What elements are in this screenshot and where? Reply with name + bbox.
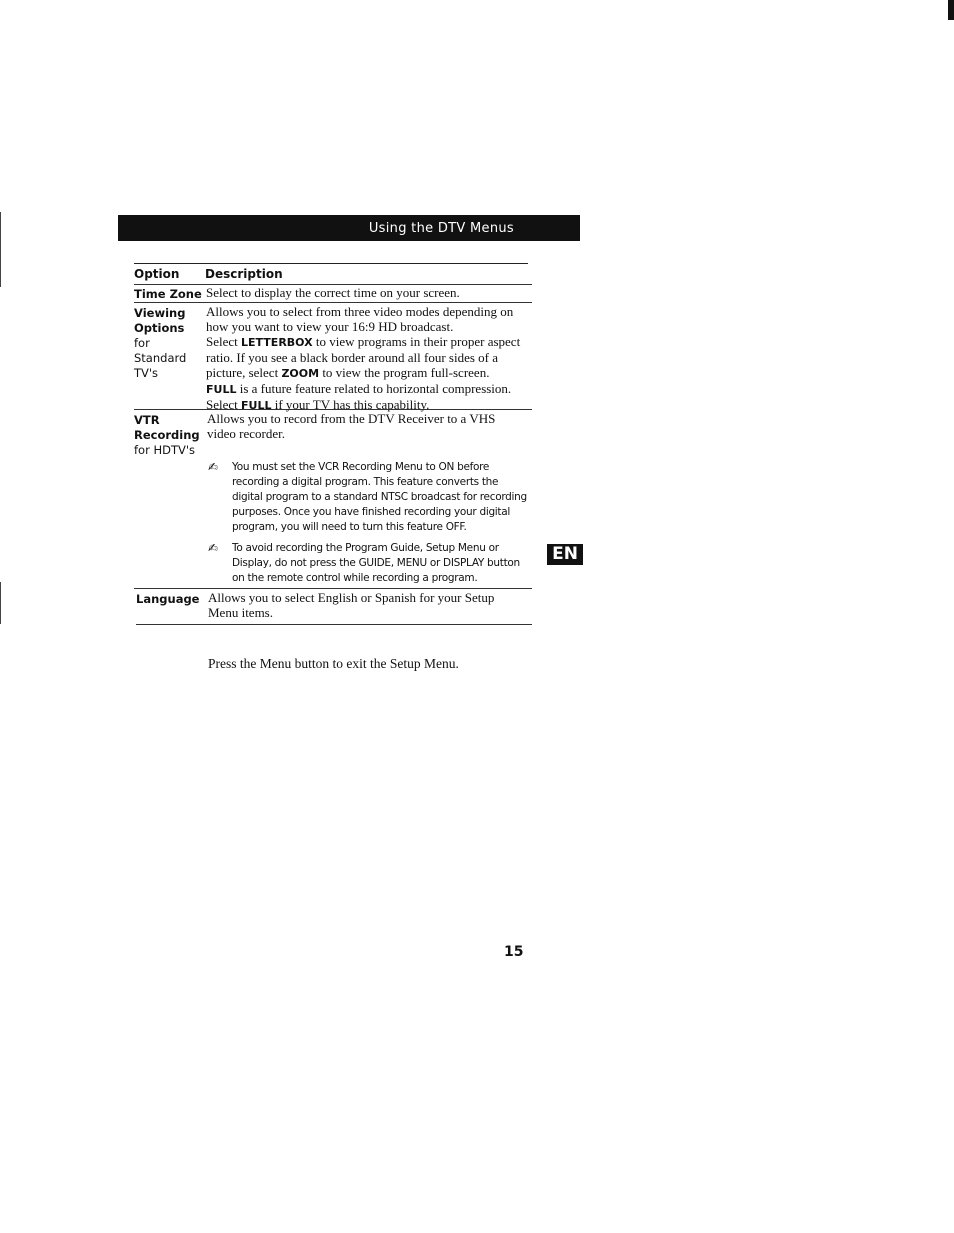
option-label: Time Zone	[134, 287, 202, 301]
option-label: Viewing Options	[134, 306, 186, 335]
left-edge-line	[0, 212, 1, 287]
description-vtr-recording: Allows you to record from the DTV Receiver to a VHS video recorder.	[207, 411, 496, 441]
pencil-note-icon: ✍	[208, 460, 219, 474]
note-text: To avoid recording the Program Guide, Setup Menu or Display, do not press the GUIDE, MENU or DISPLAY button on the remote control while recording a program.	[232, 542, 520, 584]
section-header-bar	[118, 215, 580, 241]
table-bottom-rule	[136, 624, 532, 625]
keyword-zoom: ZOOM	[281, 367, 320, 380]
left-edge-line-lower	[0, 582, 1, 624]
desc-text: is a future feature related to horizontal compression. Select	[206, 381, 512, 412]
option-time-zone	[134, 287, 204, 302]
option-vtr-recording	[134, 413, 204, 458]
note-text: You must set the VCR Recording Menu to ON before recording a digital program. This feature converts the digital program to a standard NTSC broadcast for recording purposes. Once you have finished recording your digital program, you will need to turn this feature OFF.	[232, 461, 527, 533]
option-language	[136, 592, 206, 607]
desc-text: Allows you to select from three video modes depending on how you want to view your 16:9 HD broadcast.	[206, 304, 514, 334]
page-number: 15	[504, 944, 524, 960]
desc-text: to view the program full-screen.	[322, 365, 490, 380]
option-sublabel: for HDTV's	[134, 443, 196, 457]
description-time-zone: Select to display the correct time on your screen.	[206, 285, 460, 300]
pencil-note-icon: ✍	[208, 541, 219, 555]
row-rule	[134, 588, 532, 589]
description-viewing-options	[206, 304, 536, 413]
language-badge: EN	[547, 544, 583, 565]
column-header-option: Option	[134, 267, 180, 281]
keyword-full: FULL	[206, 383, 237, 396]
description-language: Allows you to select English or Spanish for your Setup Menu items.	[208, 590, 495, 620]
note-avoid-recording	[208, 541, 528, 586]
table-top-rule	[134, 263, 528, 264]
keyword-full: FULL	[241, 399, 272, 412]
desc-text: if your TV has this capability.	[274, 397, 430, 412]
desc-text: to view programs in their proper aspect ratio. If you see a black border around all four sides of a picture, select	[206, 334, 521, 380]
option-viewing-options	[134, 306, 204, 381]
page-edge-mark	[948, 0, 954, 20]
option-label: VTR Recording	[134, 413, 200, 442]
section-title: Using the DTV Menus	[368, 221, 514, 236]
keyword-letterbox: LETTERBOX	[241, 336, 313, 349]
option-label: Language	[136, 592, 200, 606]
option-sublabel: for Standard TV's	[134, 336, 187, 380]
footer-instruction: Press the Menu button to exit the Setup Menu.	[208, 656, 459, 671]
note-vcr-recording	[208, 460, 528, 535]
row-rule	[134, 302, 532, 303]
desc-text: Select	[206, 334, 238, 349]
column-header-description: Description	[205, 267, 283, 281]
row-rule	[134, 409, 532, 410]
